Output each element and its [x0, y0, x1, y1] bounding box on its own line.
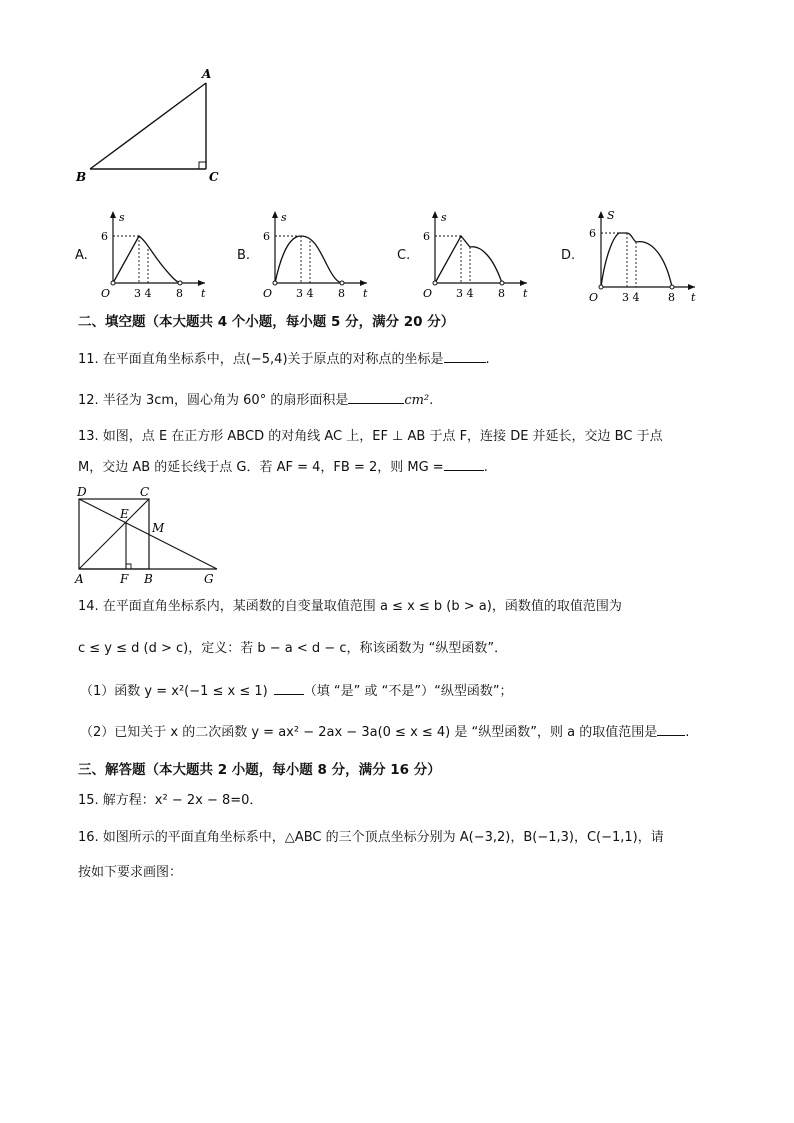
label-D: D — [77, 485, 87, 499]
question-14-line-2: c ≤ y ≤ d (d > c)，定义：若 b − a < d − c，称该函数为 “纵型函数”． — [78, 641, 508, 656]
label-A: A — [75, 572, 84, 586]
question-14-part-2-end: . — [685, 725, 690, 740]
y-tick-6: 6 — [589, 227, 596, 240]
answer-blank-12[interactable] — [348, 391, 404, 404]
origin-label: O — [263, 287, 273, 300]
question-15: 15. 解方程：x² − 2x − 8=0． — [78, 793, 263, 808]
x-tick-8: 8 — [668, 291, 675, 304]
x-label: t — [523, 287, 528, 300]
x-label: t — [363, 287, 368, 300]
label-C: C — [209, 170, 219, 184]
option-letter: D. — [561, 248, 576, 263]
question-11-end: . — [485, 352, 490, 367]
option-c[interactable] — [397, 205, 537, 300]
label-C: C — [140, 485, 150, 499]
question-14-part-1 — [80, 682, 513, 701]
y-tick-6: 6 — [263, 230, 270, 243]
y-label: s — [441, 211, 447, 224]
y-tick-6: 6 — [423, 230, 430, 243]
answer-blank-14-1[interactable] — [274, 682, 304, 695]
option-a-graph — [95, 205, 215, 300]
option-letter: B. — [237, 248, 251, 263]
answer-blank-14-2[interactable] — [657, 723, 685, 736]
answer-blank-11[interactable] — [444, 350, 486, 363]
question-13-end: . — [483, 460, 488, 475]
option-letter: C. — [397, 248, 411, 263]
option-a[interactable] — [75, 205, 215, 300]
label-A: A — [202, 67, 212, 81]
question-13-line-2 — [78, 458, 488, 477]
x-tick-8: 8 — [338, 287, 345, 300]
question-14-part-2-text: （2）已知关于 x 的二次函数 y = ax² − 2ax − 3a(0 ≤ x ≤ 4) 是 “纵型函数”，则 a 的取值范围是 — [80, 725, 658, 740]
label-F: F — [120, 572, 129, 586]
x-label: t — [201, 287, 206, 300]
x-tick-8: 8 — [176, 287, 183, 300]
answer-blank-13[interactable] — [444, 458, 484, 471]
y-tick-6: 6 — [101, 230, 108, 243]
x-ticks-34: 3 4 — [622, 291, 640, 304]
question-12-text: 12. 半径为 3cm，圆心角为 60° 的扇形面积是 — [78, 393, 349, 408]
option-letter: A. — [75, 248, 88, 263]
question-12-unit: cm² — [404, 393, 430, 408]
triangle-figure — [70, 60, 230, 190]
y-label: S — [607, 209, 615, 222]
label-G: G — [204, 572, 214, 586]
y-label: s — [119, 211, 125, 224]
option-c-graph — [417, 205, 537, 300]
label-B: B — [76, 170, 87, 184]
section-2-title: 二、填空题（本大题共 4 个小题，每小题 5 分，满分 20 分） — [78, 314, 455, 330]
option-b[interactable] — [237, 205, 377, 300]
square-figure — [70, 484, 230, 586]
x-ticks-34: 3 4 — [456, 287, 474, 300]
label-M: M — [152, 521, 165, 535]
option-d-graph — [583, 205, 707, 305]
label-E: E — [120, 507, 129, 521]
question-13-line-1: 13. 如图，点 E 在正方形 ABCD 的对角线 AC 上，EF ⊥ AB 于点 F，连接 DE 并延长，交边 BC 于点 — [78, 429, 663, 444]
question-13-line-2-text: M，交边 AB 的延长线于点 G．若 AF = 4，FB = 2，则 MG = — [78, 460, 444, 475]
question-12-end: . — [429, 393, 434, 408]
question-11 — [78, 350, 490, 369]
x-ticks-34: 3 4 — [296, 287, 314, 300]
label-B: B — [144, 572, 153, 586]
section-3-title: 三、解答题（本大题共 2 小题，每小题 8 分，满分 16 分） — [78, 762, 441, 778]
y-label: s — [281, 211, 287, 224]
question-14-part-1-text: （1）函数 y = x²(−1 ≤ x ≤ 1) — [80, 684, 268, 699]
origin-label: O — [101, 287, 111, 300]
question-14-line-1: 14. 在平面直角坐标系内，某函数的自变量取值范围 a ≤ x ≤ b (b > a)，函数值的取值范围为 — [78, 599, 622, 614]
origin-label: O — [589, 291, 599, 304]
option-d[interactable] — [561, 205, 711, 305]
question-14-part-2 — [80, 723, 689, 742]
question-16-line-1: 16. 如图所示的平面直角坐标系中，△ABC 的三个顶点坐标分别为 A(−3,2)，B(−1,3)，C(−1,1)，请 — [78, 830, 664, 845]
question-16-line-2: 按如下要求画图： — [78, 865, 183, 880]
question-14-part-1-tail: （填 “是” 或 “不是”）“纵型函数”； — [303, 684, 513, 699]
x-label: t — [691, 291, 696, 304]
x-ticks-34: 3 4 — [134, 287, 152, 300]
question-11-text: 11. 在平面直角坐标系中，点(−5,4)关于原点的对称点的坐标是 — [78, 352, 444, 367]
x-tick-8: 8 — [498, 287, 505, 300]
question-12 — [78, 391, 433, 410]
option-b-graph — [257, 205, 377, 300]
origin-label: O — [423, 287, 433, 300]
